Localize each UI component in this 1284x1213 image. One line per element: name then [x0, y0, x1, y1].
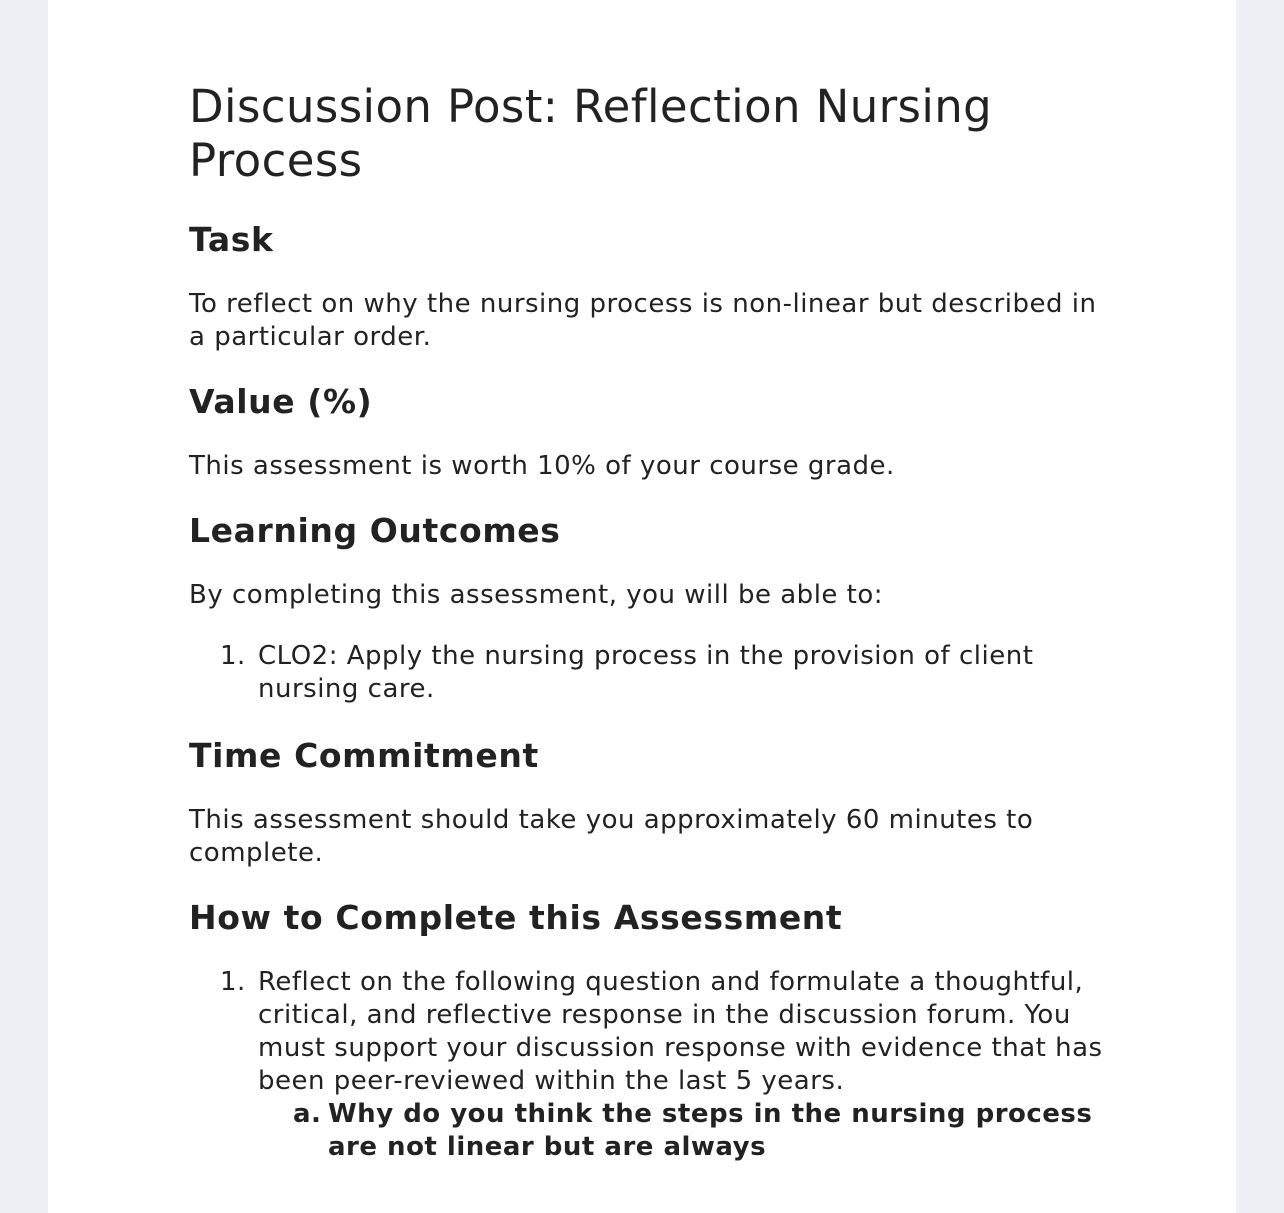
sub-list-marker: a. [293, 1099, 322, 1129]
how-to-complete-list [189, 966, 1109, 1164]
value-heading: Value (%) [189, 382, 373, 421]
task-heading: Task [189, 220, 274, 259]
sub-list-item-text: Why do you think the steps in the nursing process are not linear but are always [328, 1099, 1093, 1162]
learning-outcomes-intro: By completing this assessment, you will be able to: [189, 580, 884, 610]
list-item [189, 966, 1109, 1164]
sub-list [258, 1098, 1109, 1164]
time-commitment-body: This assessment should take you approximately 60 minutes to complete. [189, 805, 1034, 868]
document-content [189, 80, 1109, 1194]
page-title: Discussion Post: Reflection Nursing Process [189, 80, 993, 187]
list-item [189, 640, 1109, 706]
task-body: To reflect on why the nursing process is non-linear but described in a particular order. [189, 289, 1097, 352]
list-item-text: CLO2: Apply the nursing process in the provision of client nursing care. [258, 641, 1034, 704]
list-marker: 1. [220, 641, 246, 671]
learning-outcomes-heading: Learning Outcomes [189, 511, 561, 550]
list-marker: 1. [220, 967, 246, 997]
sub-list-item [258, 1098, 1109, 1164]
list-item-text: Reflect on the following question and formulate a thoughtful, critical, and reflective response in the discussion forum. You must support your discussion response with evidence that has been peer-reviewed within the last 5 years. [258, 967, 1103, 1096]
learning-outcomes-list [189, 640, 1109, 706]
time-commitment-heading: Time Commitment [189, 736, 539, 775]
how-to-complete-heading: How to Complete this Assessment [189, 898, 843, 937]
document-page [48, 0, 1236, 1213]
value-body: This assessment is worth 10% of your course grade. [189, 451, 895, 481]
